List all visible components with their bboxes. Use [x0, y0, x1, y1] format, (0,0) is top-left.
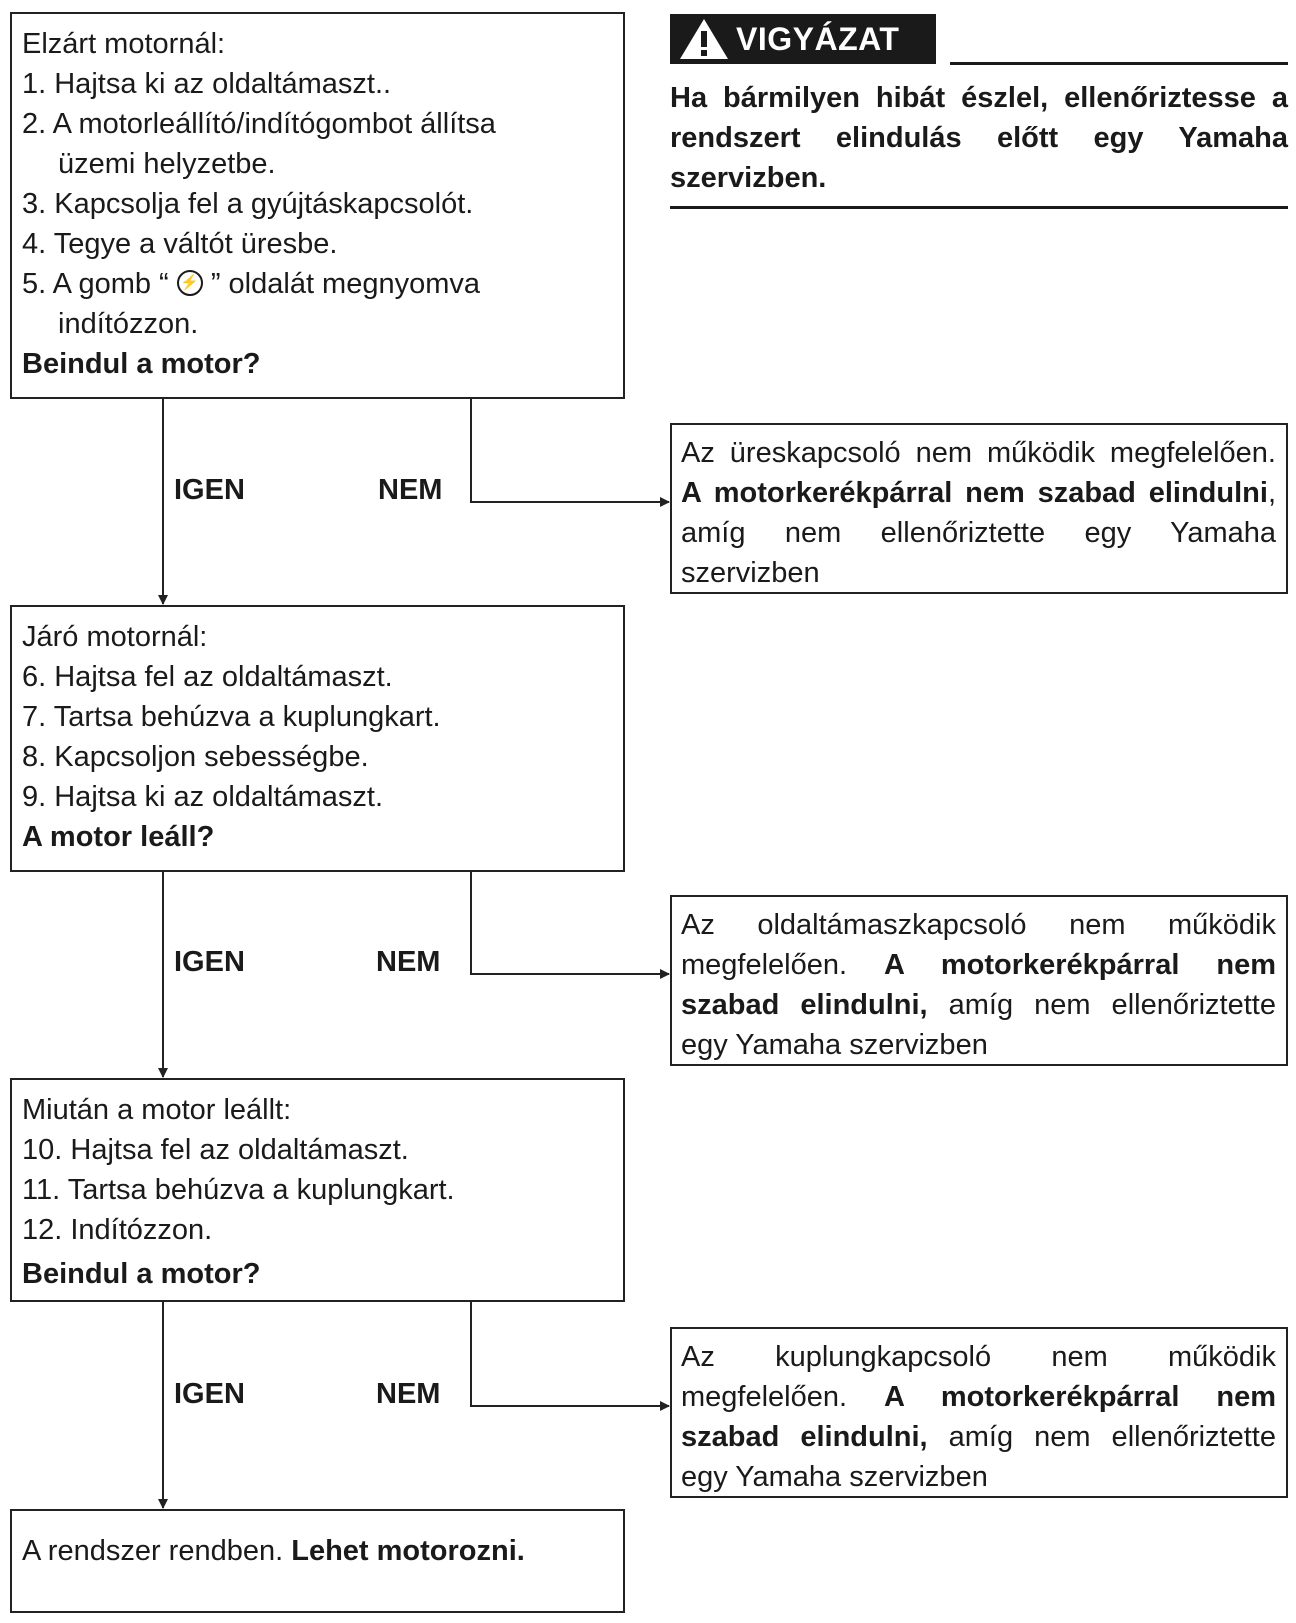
step3-heading: Miután a motor leállt:	[22, 1094, 292, 1126]
step1-item-3: 3. Kapcsolja fel a gyújtáskapcsolót.	[22, 188, 474, 220]
step1-item-2-cont: üzemi helyzetbe.	[58, 148, 276, 180]
result3-text-pre: Az kuplungkapcsoló nem működik megfelelően.	[681, 1341, 1276, 1413]
final-text-bold: Lehet motorozni.	[291, 1535, 525, 1567]
no-label-1: NEM	[378, 474, 443, 506]
result3-box	[670, 1327, 1288, 1498]
step2-box	[10, 605, 625, 872]
step1-question: Beindul a motor?	[22, 348, 261, 380]
step2-item-6: 6. Hajtsa fel az oldaltámaszt.	[22, 661, 393, 693]
final-text	[22, 1531, 613, 1571]
final-text-plain: A rendszer rendben.	[22, 1535, 292, 1567]
result2-text-post: amíg nem ellenőriztette egy Yamaha szervizben	[681, 989, 1276, 1061]
yes-label-3: IGEN	[174, 1378, 245, 1410]
yes-label-1: IGEN	[174, 474, 245, 506]
result1-text-pre: Az üreskapcsoló nem működik megfelelően.	[681, 437, 1276, 469]
step1-item-5-b: ” oldalát megnyomva	[210, 268, 481, 300]
step2-question: A motor leáll?	[22, 821, 215, 853]
no-arrow-1	[471, 399, 669, 502]
no-arrow-3	[471, 1302, 669, 1406]
step1-item-5	[22, 264, 613, 304]
starter-button-icon: ⚡	[177, 270, 203, 296]
warning-header	[670, 14, 936, 64]
result2-text-pre: Az oldaltámaszkapcsoló nem működik megfelelően.	[681, 909, 1276, 981]
no-label-2: NEM	[376, 946, 441, 978]
result1-text-bold: A motorkerékpárral nem szabad elindulni	[681, 477, 1268, 509]
step2-heading: Járó motornál:	[22, 621, 208, 653]
no-arrow-2	[471, 872, 669, 974]
step1-box	[10, 12, 625, 399]
step3-item-12: 12. Indítózzon.	[22, 1214, 213, 1246]
step3-item-11: 11. Tartsa behúzva a kuplungkart.	[22, 1174, 455, 1206]
warning-text: Ha bármilyen hibát észlel, ellenőriztesse a rendszert elindulás előtt egy Yamaha szervizben.	[670, 82, 1288, 194]
step3-item-10: 10. Hajtsa fel az oldaltámaszt.	[22, 1134, 409, 1166]
step1-item-5-cont: indítózzon.	[58, 308, 199, 340]
result2-text-bold: A motorkerékpárral nem szabad elindulni,	[681, 949, 1276, 1021]
result3-text	[681, 1337, 1276, 1497]
result2-box	[670, 895, 1288, 1066]
warning-rule-bottom	[670, 206, 1288, 209]
no-label-3: NEM	[376, 1378, 441, 1410]
final-box	[10, 1509, 625, 1613]
result1-box	[670, 423, 1288, 594]
step2-item-8: 8. Kapcsoljon sebességbe.	[22, 741, 369, 773]
warning-title: VIGYÁZAT	[736, 20, 900, 57]
result2-text	[681, 905, 1276, 1065]
warning-rule-top	[950, 62, 1288, 65]
step1-item-2: 2. A motorleállító/indítógombot állítsa	[22, 108, 496, 140]
result1-text-post: , amíg nem ellenőriztette egy Yamaha szervizben	[681, 477, 1276, 589]
step1-item-1: 1. Hajtsa ki az oldaltámaszt..	[22, 68, 392, 100]
result3-text-post: amíg nem ellenőriztette egy Yamaha szervizben	[681, 1421, 1276, 1493]
warning-triangle-icon	[678, 17, 730, 61]
step2-item-9: 9. Hajtsa ki az oldaltámaszt.	[22, 781, 384, 813]
step3-question: Beindul a motor?	[22, 1258, 261, 1290]
step1-item-5-a: 5. A gomb “	[22, 268, 169, 300]
result1-text	[681, 433, 1276, 593]
yes-label-2: IGEN	[174, 946, 245, 978]
step1-item-4: 4. Tegye a váltót üresbe.	[22, 228, 338, 260]
result3-text-bold: A motorkerékpárral nem szabad elindulni,	[681, 1381, 1276, 1453]
step3-box	[10, 1078, 625, 1302]
step2-item-7: 7. Tartsa behúzva a kuplungkart.	[22, 701, 441, 733]
step1-heading: Elzárt motornál:	[22, 28, 226, 60]
